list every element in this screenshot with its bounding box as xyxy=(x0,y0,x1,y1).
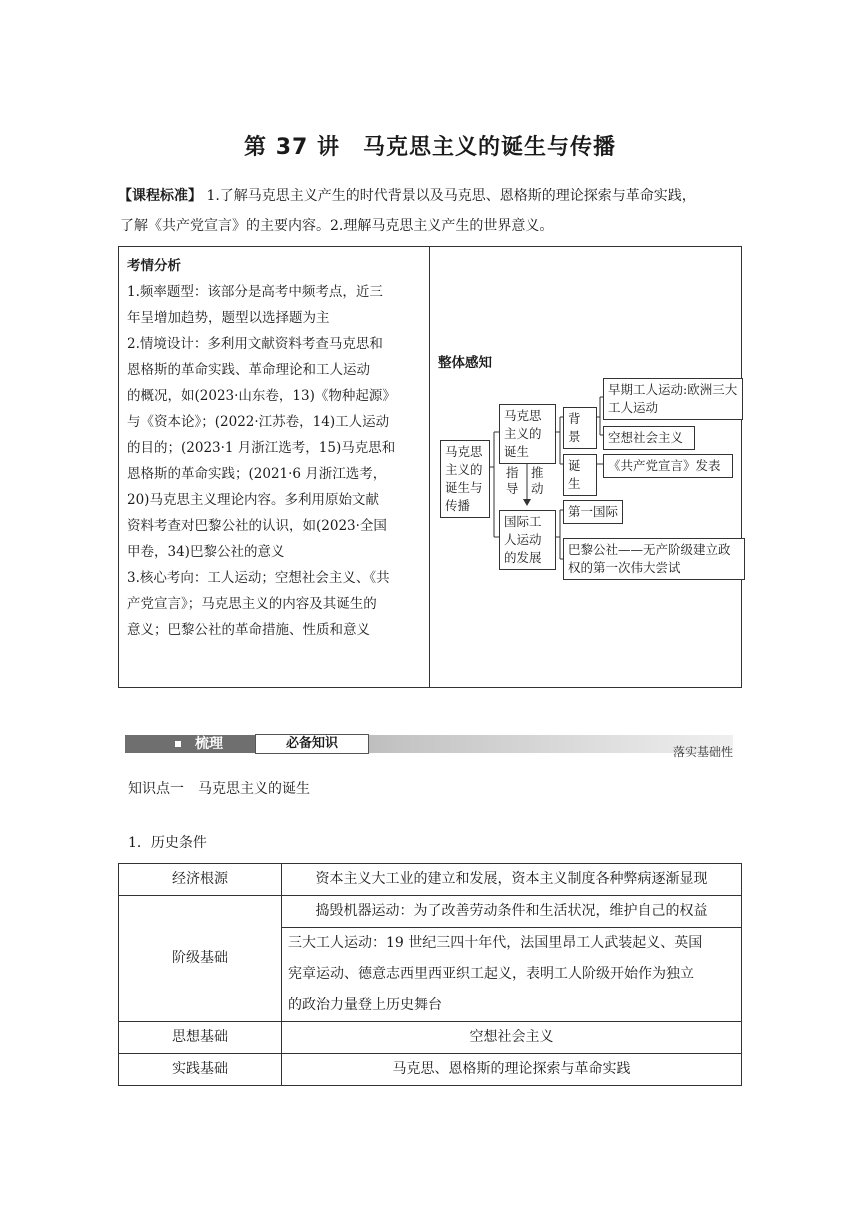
banner-tab: 必备知识 xyxy=(255,734,369,754)
section-banner xyxy=(125,715,733,773)
row-label: 实践基础 xyxy=(119,1054,282,1086)
analysis-line: 产党宣言》；马克思主义的内容及其诞生的 xyxy=(127,596,377,612)
analysis-line: 甲卷，34)巴黎公社的意义 xyxy=(127,544,285,560)
analysis-line: 1.频率题型：该部分是高考中频考点，近三 xyxy=(127,284,383,300)
row-label: 经济根源 xyxy=(119,864,282,896)
mindmap-cell xyxy=(430,247,742,688)
row-value: 空想社会主义 xyxy=(282,1022,742,1054)
analysis-line: 2.情境设计：多利用文献资料考查马克思和 xyxy=(127,336,383,352)
row-label: 思想基础 xyxy=(119,1022,282,1054)
row-label: 阶级基础 xyxy=(119,896,282,1022)
course-standard-line2: 了解《共产党宣言》的主要内容。2.理解马克思主义产生的世界意义。 xyxy=(120,218,554,234)
table-row xyxy=(119,1054,742,1086)
table-row xyxy=(119,1022,742,1054)
mindmap-intl: 国际工人运动的发展 xyxy=(499,510,556,570)
analysis-line: 的目的；(2023·1 月浙江选考，15)马克思和 xyxy=(127,440,396,456)
mindmap-early: 早期工人运动:欧洲三大工人运动 xyxy=(603,378,743,420)
analysis-line: 恩格斯的革命实践；(2021·6 月浙江选考， xyxy=(127,466,387,482)
mindmap-background: 背景 xyxy=(563,407,597,449)
mindmap-push: 推动 xyxy=(531,465,544,496)
mindmap-commune: 巴黎公社——无产阶级建立政权的第一次伟大尝试 xyxy=(563,538,745,580)
row-value: 资本主义大工业的建立和发展，资本主义制度各种弊病逐渐显现 xyxy=(282,864,742,896)
analysis-line: 意义；巴黎公社的革命措施、性质和意义 xyxy=(127,622,370,638)
course-standard-line1 xyxy=(118,181,743,211)
analysis-line: 与《资本论》；(2022·江苏卷，14)工人运动 xyxy=(127,414,390,430)
banner-left-label: 梳理 xyxy=(195,736,223,752)
page-title: 第 37 讲 马克思主义的诞生与传播 xyxy=(244,135,616,160)
mindmap-manifesto: 《共产党宣言》发表 xyxy=(603,454,733,478)
mindmap-birth: 马克思主义的诞生 xyxy=(499,404,556,464)
mindmap-first-intl: 第一国际 xyxy=(563,500,623,524)
mindmap-utopian: 空想社会主义 xyxy=(603,426,695,450)
analysis-line: 恩格斯的革命实践、革命理论和工人运动 xyxy=(127,362,370,378)
row-value-line: 的政治力量登上历史舞台 xyxy=(288,997,442,1013)
course-standard-text1: 1.了解马克思主义产生的时代背景以及马克思、恩格斯的理论探索与革命实践， xyxy=(202,188,696,204)
mindmap-birth-label: 诞生 xyxy=(563,454,597,496)
banner-right-label: 落实基础性 xyxy=(672,745,733,759)
banner-square-icon xyxy=(175,741,181,747)
course-standard-label: 【课程标准】 xyxy=(118,188,202,204)
knowledge-point-heading: 知识点一 马克思主义的诞生 xyxy=(128,781,310,797)
analysis-line: 3.核心考向：工人运动；空想社会主义、《共 xyxy=(127,570,390,586)
banner-dark-segment xyxy=(125,735,255,753)
analysis-line: 年呈增加趋势，题型以选择题为主 xyxy=(127,310,330,326)
row-value: 捣毁机器运动：为了改善劳动条件和生活状况，维护自己的权益 xyxy=(282,896,742,928)
analysis-table xyxy=(118,246,742,688)
conditions-table xyxy=(118,863,742,1086)
analysis-line: 20)马克思主义理论内容。多利用原始文献 xyxy=(127,492,379,508)
analysis-cell xyxy=(119,247,430,688)
analysis-line: 的概况，如(2023·山东卷，13)《物种起源》 xyxy=(127,388,396,404)
analysis-line: 资料考查对巴黎公社的认识，如(2023·全国 xyxy=(127,518,387,534)
row-value: 马克思、恩格斯的理论探索与革命实践 xyxy=(282,1054,742,1086)
table-row xyxy=(119,864,742,896)
row-value-line: 宪章运动、德意志西里西亚织工起义，表明工人阶级开始作为独立 xyxy=(288,966,694,982)
mindmap-guide: 指导 xyxy=(506,465,519,496)
mindmap-heading: 整体感知 xyxy=(438,355,492,371)
row-value-line: 三大工人运动：19 世纪三四十年代，法国里昂工人武装起义、英国 xyxy=(288,935,703,951)
table-row xyxy=(119,896,742,928)
mindmap-root: 马克思主义的诞生与传播 xyxy=(440,440,490,518)
analysis-heading: 考情分析 xyxy=(127,258,181,274)
row-value xyxy=(282,928,742,1022)
history-conditions-heading: 1．历史条件 xyxy=(128,835,207,851)
